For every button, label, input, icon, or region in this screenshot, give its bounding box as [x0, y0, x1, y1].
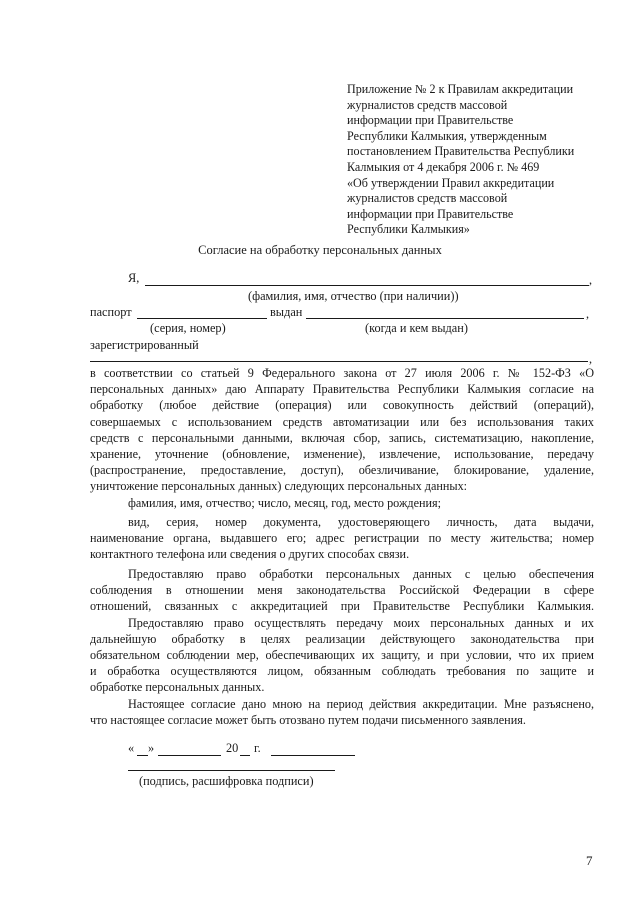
- series-number-caption: (серия, номер): [150, 321, 226, 335]
- appendix-line: информации при Правительстве: [347, 113, 514, 128]
- paragraph-line: обработку (любое действие (операция) или совокупность действий (операций),: [90, 398, 594, 413]
- paragraph-line: Предоставляю право обработки персональных данных с целью обеспечения: [128, 567, 594, 581]
- day-field-line[interactable]: [137, 755, 148, 756]
- paragraph-line: обработке персональных данных.: [90, 680, 265, 695]
- paragraph-line: обязательном соблюдении мер, обеспечивающих их защиту, и при условии, что их прием: [90, 648, 594, 663]
- paragraph-line: (распространение, предоставление, доступ), обезличивание, блокирование, удаление,: [90, 463, 594, 478]
- paragraph-line: отношений, связанных с аккредитацией при Правительстве Республики Калмыкия.: [90, 599, 594, 614]
- signature-field-line[interactable]: [128, 770, 335, 771]
- date-open-quote: «: [128, 741, 135, 755]
- appendix-line: журналистов средств массовой: [347, 191, 508, 206]
- appendix-line: Республики Калмыкия, утвержденным: [347, 128, 547, 143]
- paragraph-line: персональных данных» даю Аппарату Правительства Республики Калмыкия согласие на: [90, 382, 594, 397]
- page-number: 7: [586, 853, 593, 868]
- processing-rights-paragraph: [90, 566, 594, 696]
- paragraph-line: хранение, уточнение (обновление, изменение), извлечение, использование, передачу: [90, 447, 594, 462]
- address-field-line[interactable]: [90, 361, 588, 362]
- passport-label: паспорт: [90, 305, 132, 319]
- appendix-line: Калмыкия от 4 декабря 2006 г. № 469: [347, 159, 540, 174]
- paragraph-line: наименование органа, выдавшего его; адрес регистрации по месту жительства; номер: [90, 531, 594, 546]
- paragraph-line: Настоящее согласие дано мною на период действия аккредитации. Мне разъяснено,: [128, 697, 594, 711]
- consent-paragraph: [90, 365, 594, 495]
- appendix-line: Республики Калмыкия»: [347, 222, 470, 237]
- month-field-line[interactable]: [158, 755, 221, 756]
- paragraph-line: Предоставляю право осуществлять передачу моих персональных данных и их: [128, 615, 594, 630]
- paragraph-line: соблюдения в отношении меня законодательства Российской Федерации в сфере: [90, 583, 594, 598]
- document-title: Согласие на обработку персональных данных: [198, 243, 442, 257]
- appendix-line: «Об утверждении Правил аккредитации: [347, 175, 555, 190]
- comma: ,: [589, 273, 593, 287]
- paragraph-line: что настоящее согласие может быть отозвано путем подачи письменного заявления.: [90, 713, 526, 728]
- appendix-line: информации при Правительстве: [347, 206, 514, 221]
- year-field-line[interactable]: [240, 755, 250, 756]
- date-extra-field-line[interactable]: [271, 755, 355, 756]
- appendix-line: постановлением Правительства Республики: [347, 144, 575, 159]
- signature-caption: (подпись, расшифровка подписи): [139, 774, 314, 788]
- data-list-paragraph: [90, 495, 594, 511]
- issued-by-field-line[interactable]: [306, 318, 584, 319]
- fio-field-line[interactable]: [145, 285, 589, 286]
- paragraph-line: фамилия, имя, отчество; число, месяц, год, место рождения;: [128, 496, 442, 510]
- issued-label: выдан: [270, 305, 303, 319]
- i-label: Я,: [128, 271, 140, 285]
- appendix-note: [347, 82, 597, 238]
- paragraph-line: в соответствии со статьей 9 Федерального закона от 27 июля 2006 г. № 152-ФЗ «О: [90, 366, 594, 380]
- paragraph-line: совершаемых с использованием средств автоматизации или без использования таких: [90, 414, 594, 429]
- date-close-quote: »: [148, 741, 155, 755]
- fio-caption: (фамилия, имя, отчество (при наличии)): [248, 289, 459, 303]
- registered-label: зарегистрированный: [90, 338, 199, 352]
- passport-series-field-line[interactable]: [137, 318, 267, 319]
- year-prefix: 20: [226, 741, 239, 755]
- comma: ,: [586, 307, 590, 321]
- paragraph-line: дальнейшую обработку в целях реализации действующего законодательства при: [90, 631, 594, 646]
- paragraph-line: уничтожение персональных данных) следующих персональных данных:: [90, 479, 468, 494]
- validity-paragraph: [90, 696, 594, 728]
- paragraph-line: и обработка осуществляются лицом, обязанным соблюдать требования по защите и: [90, 664, 594, 679]
- issued-caption: (когда и кем выдан): [365, 321, 468, 335]
- appendix-line: Приложение № 2 к Правилам аккредитации: [347, 82, 574, 96]
- paragraph-line: средств с персональными данными, включая сбор, запись, систематизацию, накопление,: [90, 430, 594, 445]
- appendix-line: журналистов средств массовой: [347, 97, 508, 112]
- year-suffix: г.: [254, 741, 261, 755]
- comma: ,: [589, 352, 593, 366]
- paragraph-line: вид, серия, номер документа, удостоверяющего личность, дата выдачи,: [128, 515, 594, 529]
- paragraph-line: контактного телефона или сведения о других способах связи.: [90, 547, 410, 562]
- document-data-paragraph: [90, 514, 594, 563]
